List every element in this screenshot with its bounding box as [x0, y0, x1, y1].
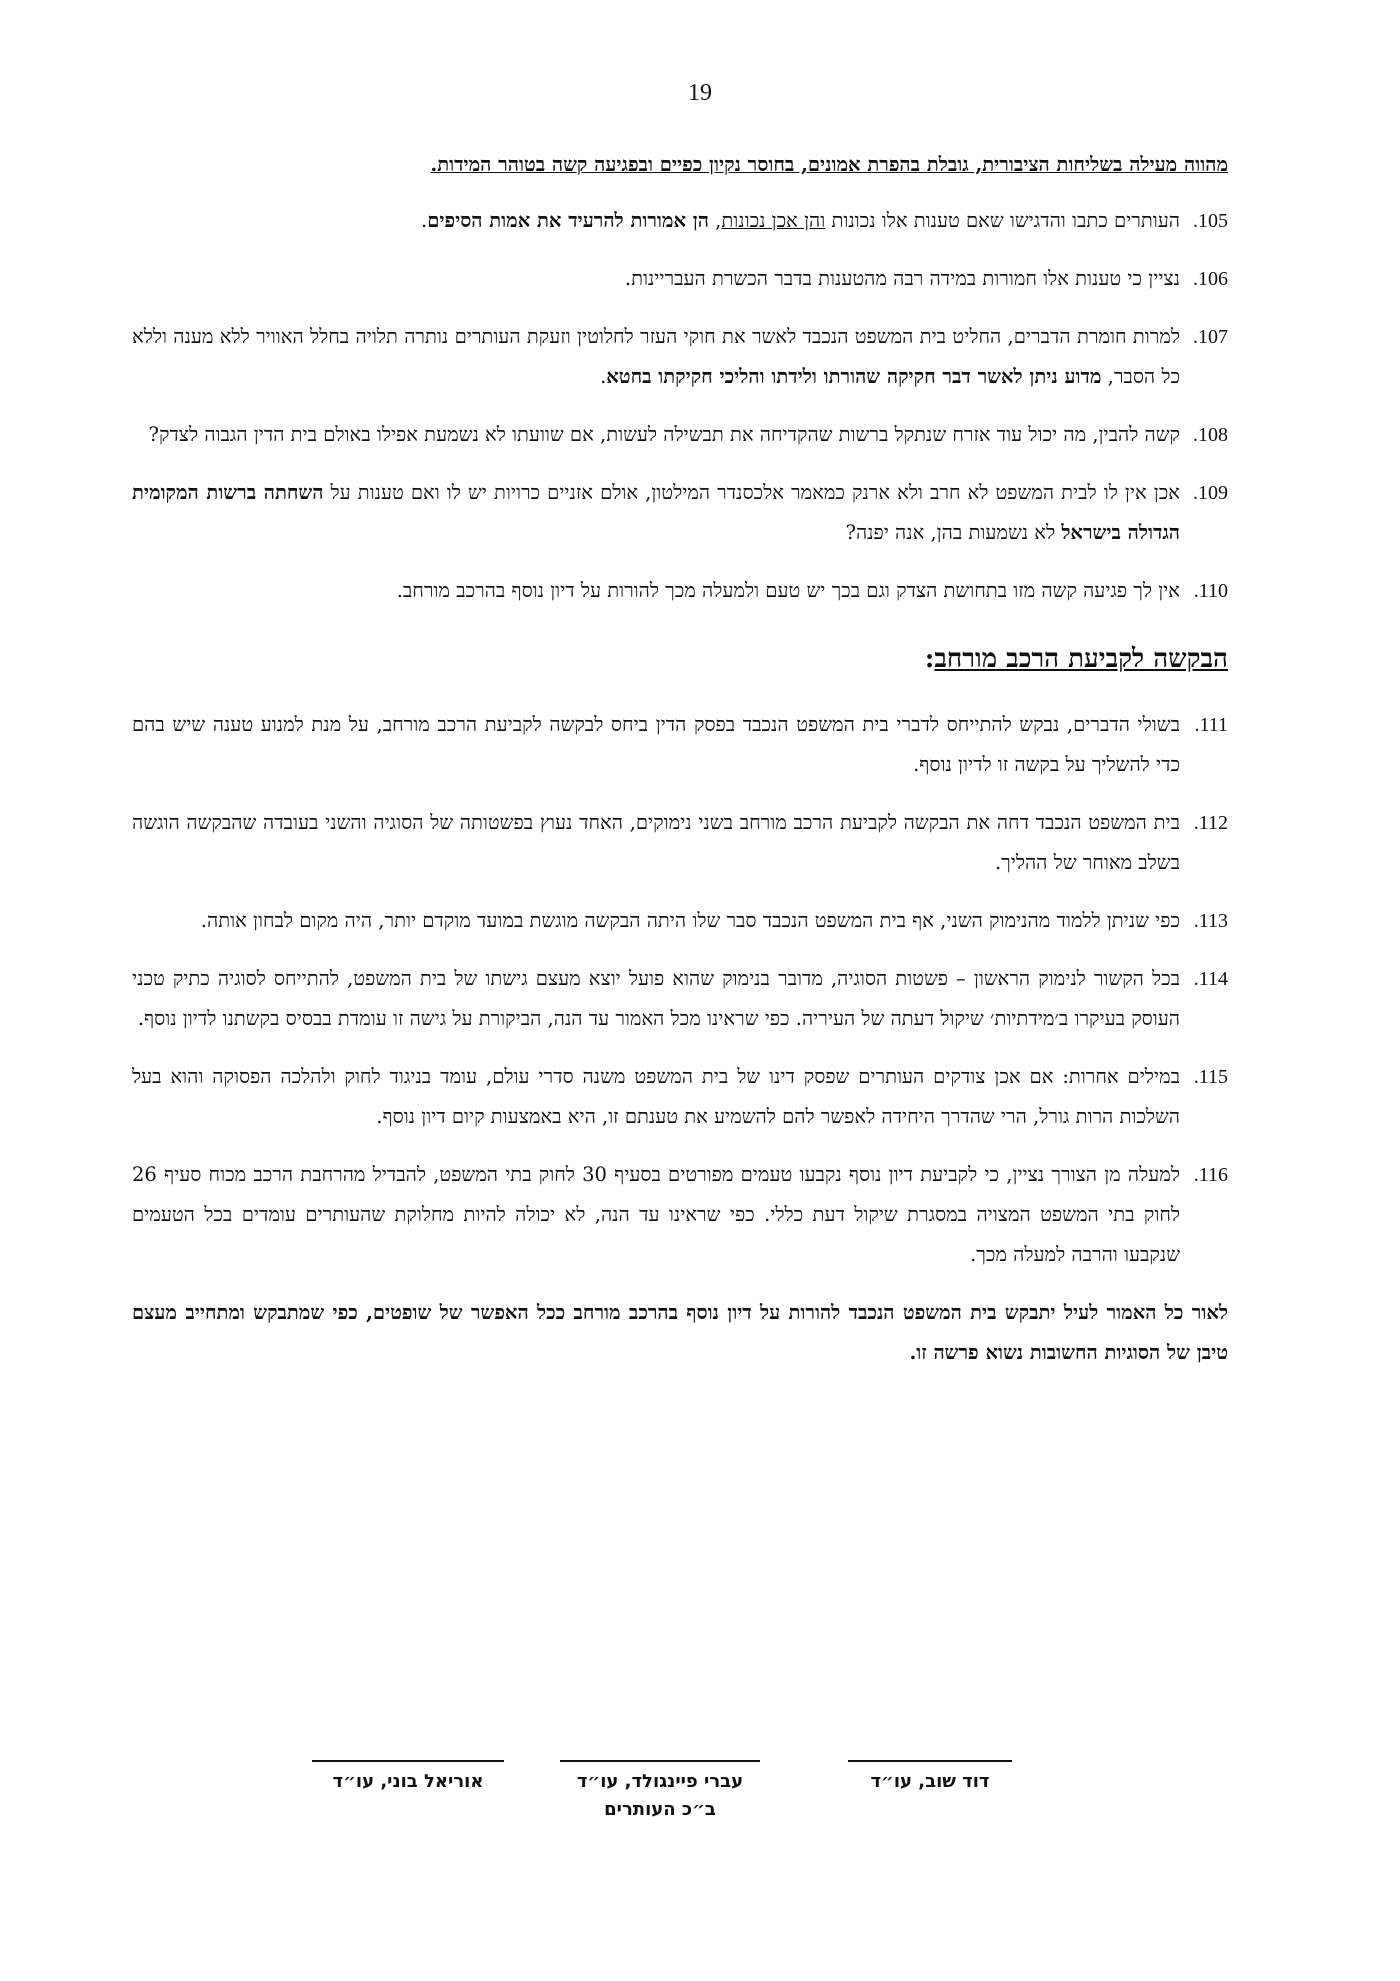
paragraph-number: 109. [1193, 482, 1228, 504]
paragraph-106 [132, 259, 1228, 299]
paragraph-112 [132, 803, 1228, 883]
paragraph-text: למעלה מן הצורך נציין, כי לקביעת דיון נוסף נקבעו טעמים מפורטים בסעיף 30 לחוק בתי המשפט, להבדיל מהרחבת הרכב מכוח סעיף 26 לחוק בתי המשפט המצויה במסגרת שיקול דעת כללי. כפי שראינו עד הנה, לא יכולה להיות מחלוקת שהעותרים עומדים בכל הטעמים שנקבעו והרבה למעלה מכך. [132, 1163, 1180, 1266]
paragraph-text [132, 473, 1180, 553]
signature-line [848, 1760, 1012, 1762]
paragraph-number: 107. [1193, 326, 1228, 348]
bold-text: השחתה ברשות המקומית הגדולה בישראל [132, 481, 1180, 544]
section-heading-colon: : [924, 644, 935, 674]
paragraph-number: 114. [1193, 968, 1228, 990]
paragraph-text [132, 201, 1180, 241]
text-run: , [708, 209, 722, 232]
paragraph-number: 111. [1194, 714, 1228, 736]
paragraph-text [132, 317, 1180, 397]
paragraph-105 [132, 201, 1228, 241]
paragraph-number: 105. [1193, 210, 1228, 232]
signature-block [560, 1760, 760, 1824]
paragraph-115 [132, 1057, 1228, 1137]
paragraph-107 [132, 317, 1228, 397]
section-heading [132, 639, 1228, 679]
bold-text: הן אמורות להרעיד את אמות הסיפים [427, 209, 709, 232]
section-heading-text: הבקשה לקביעת הרכב מורחב [934, 644, 1228, 674]
paragraph-114 [132, 959, 1228, 1039]
signatory-role: ב״כ העותרים [604, 1799, 716, 1820]
underlined-text: והן אכן נכונות [721, 209, 826, 232]
signatory-name: אוריאל בוני, עו״ד [332, 1771, 484, 1792]
signature-block [312, 1760, 504, 1796]
paragraph-110 [132, 571, 1228, 611]
paragraph-111 [132, 705, 1228, 785]
paragraph-108 [132, 415, 1228, 455]
paragraph-text: נציין כי טענות אלו חמורות במידה רבה מהטענות בדבר הכשרת העבריינות. [624, 267, 1180, 290]
paragraph-text: במילים אחרות: אם אכן צודקים העותרים שפסק דינו של בית המשפט משנה סדרי עולם, עומד בניגוד לחוק ולהלכה הפסוקה והוא בעל השלכות הרות גורל, הרי שהדרך היחידה לאפשר להם להשמיע את טענתם זו, היא באמצעות קיום דיון נוסף. [132, 1065, 1180, 1128]
paragraph-text: קשה להבין, מה יכול עוד אזרח שנתקל ברשות שהקדיחה את תבשילה לעשות, אם שוועתו לא נשמעת אפילו באולם בית הדין הגבוה לצדק? [148, 423, 1180, 446]
signatory-name: עברי פיינגולד, עו״ד [576, 1771, 744, 1792]
paragraph-number: 115. [1193, 1066, 1228, 1088]
paragraph-number: 108. [1193, 424, 1228, 446]
closing-request: לאור כל האמור לעיל יתבקש בית המשפט הנכבד להורות על דיון נוסף בהרכב מורחב ככל האפשר של שופטים, כפי שמתבקש ומתחייב מעצם טיבן של הסוגיות החשובות נשוא פרשה זו. [132, 1301, 1228, 1364]
paragraph-text: בית המשפט הנכבד דחה את הבקשה לקביעת הרכב מורחב בשני נימוקים, האחד נעוץ בפשטותה של הסוגיה והשני בעובדה שהבקשה הוגשה בשלב מאוחר של ההליך. [132, 811, 1180, 874]
intro-paragraph: מהווה מעילה בשליחות הציבורית, גובלת בהפרת אמונים, בחוסר נקיון כפיים ובפגיעה קשה בטוהר המידות. [430, 153, 1228, 176]
text-run: למרות חומרת הדברים, החליט בית המשפט הנכבד לאשר את חוקי העזר לחלוטין וזעקת העותרים נותרה תלויה בחלל האוויר ללא מענה וללא כל הסבר, [132, 325, 1180, 388]
signature-line [560, 1760, 760, 1762]
text-run: . [420, 209, 428, 232]
paragraph-number: 113. [1193, 910, 1228, 932]
signature-line [312, 1760, 504, 1762]
paragraph-113 [132, 901, 1228, 941]
paragraph-text: אין לך פגיעה קשה מזו בתחושת הצדק וגם בכך יש טעם ולמעלה מכך להורות על דיון נוסף בהרכב מורחב. [396, 579, 1180, 602]
paragraph-116 [132, 1155, 1228, 1275]
document-body [132, 145, 1228, 1373]
paragraph-number: 106. [1193, 268, 1228, 290]
paragraph-text: בשולי הדברים, נבקש להתייחס לדברי בית המשפט הנכבד בפסק הדין ביחס לבקשה לקביעת הרכב מורחב, על מנת למנוע טענה שיש בהם כדי להשליך על בקשה זו לדיון נוסף. [132, 713, 1180, 776]
paragraph-text: בכל הקשור לנימוק הראשון – פשטות הסוגיה, מדובר בנימוק שהוא פועל יוצא מעצם גישתו של בית המשפט, להתייחס לסוגיה כתיק טכני העוסק בעיקרו ב׳מידתיות׳ שיקול דעתה של העיריה. כפי שראינו מכל האמור עד הנה, הביקורת על גישה זו עומדת בבסיס בקשתנו לדיון נוסף. [132, 967, 1180, 1030]
text-run: אכן אין לו לבית המשפט לא חרב ולא ארנק כמאמר אלכסנדר המילטון, אולם אזניים כרויות יש לו ואם טענות על [323, 481, 1180, 504]
page-number: 19 [688, 80, 712, 106]
paragraph-text: כפי שניתן ללמוד מהנימוק השני, אף בית המשפט הנכבד סבר שלו היתה הבקשה מוגשת במועד מוקדם יותר, היה מקום לבחון אותה. [200, 909, 1180, 932]
paragraph-number: 116. [1193, 1164, 1228, 1186]
text-run: . [600, 365, 607, 388]
paragraph-number: 112. [1193, 812, 1228, 834]
signature-block [848, 1760, 1012, 1796]
text-run: לא נשמעות בהן, אנה יפנה? [845, 521, 1062, 544]
bold-text: מדוע ניתן לאשר דבר חקיקה שהורתו ולידתו והליכי חקיקתו בחטא [606, 365, 1102, 388]
paragraph-109 [132, 473, 1228, 553]
signatory-name: דוד שוב, עו״ד [870, 1771, 990, 1792]
paragraph-number: 110. [1193, 580, 1228, 602]
text-run: העותרים כתבו והדגישו שאם טענות אלו נכונות [825, 209, 1180, 232]
